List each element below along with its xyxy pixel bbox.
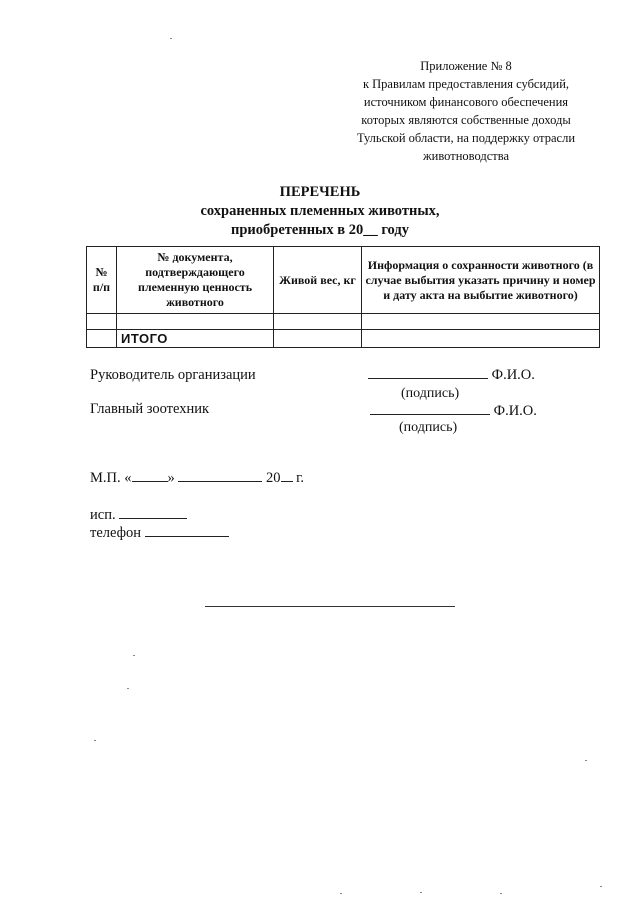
animals-table xyxy=(86,246,600,348)
table-cell[interactable] xyxy=(274,330,362,348)
executor-blank[interactable] xyxy=(119,518,187,519)
scan-speck xyxy=(585,760,587,761)
header-info: Информация о сохранности животного (в случае выбытия указать причину и номер и дату акта на выбытие животного) xyxy=(362,247,600,314)
table-cell[interactable] xyxy=(274,314,362,330)
scan-speck xyxy=(94,740,96,741)
executor-line xyxy=(90,507,187,524)
signature-blank[interactable] xyxy=(368,378,488,379)
signature-blank[interactable] xyxy=(370,414,490,415)
mp-label: М.П. « xyxy=(90,470,132,486)
document-title xyxy=(150,183,490,240)
appendix-block xyxy=(336,57,596,165)
phone-label: телефон xyxy=(90,525,142,541)
table-cell[interactable] xyxy=(87,330,117,348)
scan-speck xyxy=(170,38,172,39)
day-blank[interactable] xyxy=(132,481,168,482)
phone-line xyxy=(90,525,229,542)
scan-speck xyxy=(500,893,502,894)
zoo-signature-line[interactable] xyxy=(370,403,537,420)
stamp-date-line xyxy=(90,470,304,487)
appendix-line: животноводства xyxy=(423,149,509,163)
scan-speck xyxy=(600,886,602,887)
quote-close: » xyxy=(167,470,175,486)
head-signature-label: Руководитель организации xyxy=(90,367,256,383)
executor-label: исп. xyxy=(90,507,116,523)
scan-speck xyxy=(340,893,342,894)
year-suffix: г. xyxy=(296,470,305,486)
scan-speck xyxy=(127,688,129,689)
appendix-line: Тульской области, на поддержку отрасли xyxy=(356,131,576,145)
table-header-row xyxy=(87,247,600,314)
total-row xyxy=(87,330,600,348)
header-document: № документа, подтверждающего племенную ценность животного xyxy=(117,247,274,314)
appendix-line: источником финансового обеспечения xyxy=(363,95,569,109)
phone-blank[interactable] xyxy=(145,536,229,537)
head-fio: Ф.И.О. xyxy=(491,367,535,383)
header-weight: Живой вес, кг xyxy=(274,247,362,314)
year-prefix: 20 xyxy=(266,470,281,486)
head-signature-line[interactable] xyxy=(368,367,535,384)
appendix-line: Приложение № 8 xyxy=(420,59,512,73)
zoo-signature-caption: (подпись) xyxy=(399,420,458,435)
month-blank[interactable] xyxy=(178,481,262,482)
title-line: приобретенных в 20__ году xyxy=(231,222,409,238)
table-cell[interactable] xyxy=(362,314,600,330)
table-cell[interactable] xyxy=(362,330,600,348)
closing-rule xyxy=(205,606,455,607)
appendix-line: к Правилам предоставления субсидий, xyxy=(362,77,570,91)
scan-speck xyxy=(133,655,135,656)
table-cell[interactable] xyxy=(117,314,274,330)
scan-speck xyxy=(420,892,422,893)
total-label: ИТОГО xyxy=(117,330,274,348)
head-signature-caption: (подпись) xyxy=(401,386,460,401)
header-number: № п/п xyxy=(87,247,117,314)
zoo-fio: Ф.И.О. xyxy=(493,403,537,419)
year-blank[interactable] xyxy=(281,481,293,482)
table-row xyxy=(87,314,600,330)
zoo-signature-label: Главный зоотехник xyxy=(90,401,210,417)
title-line: сохраненных племенных животных, xyxy=(200,203,440,219)
table-cell[interactable] xyxy=(87,314,117,330)
title-line: ПЕРЕЧЕНЬ xyxy=(279,184,361,200)
appendix-line: которых являются собственные доходы xyxy=(361,113,571,127)
